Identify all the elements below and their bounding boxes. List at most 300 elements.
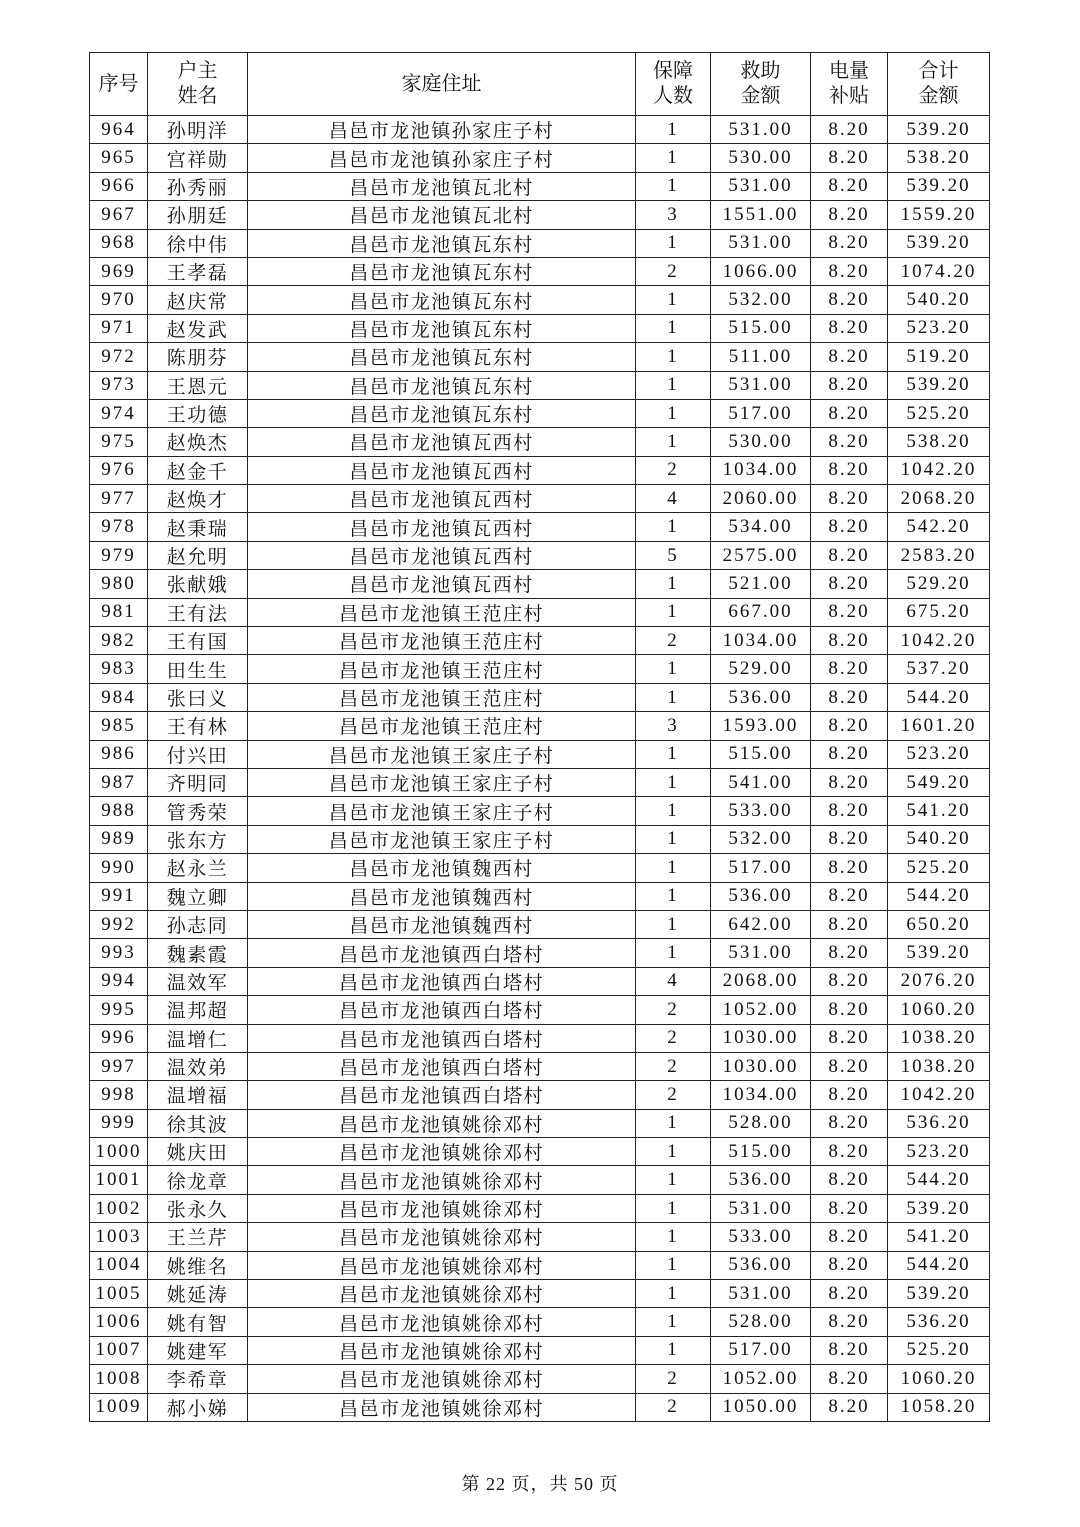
cell-persons: 1: [636, 910, 711, 938]
cell-seq: 964: [90, 116, 148, 144]
cell-persons: 1: [636, 428, 711, 456]
table-row: [90, 286, 990, 314]
table-row: [90, 598, 990, 626]
cell-name: 郝小娣: [148, 1393, 248, 1421]
cell-power: 8.20: [811, 1024, 888, 1052]
cell-aid: 531.00: [711, 371, 811, 399]
cell-power: 8.20: [811, 1336, 888, 1364]
cell-address: 昌邑市龙池镇姚徐邓村: [248, 1336, 636, 1364]
cell-address: 昌邑市龙池镇瓦西村: [248, 456, 636, 484]
cell-address: 昌邑市龙池镇姚徐邓村: [248, 1223, 636, 1251]
cell-total: 1074.20: [888, 257, 990, 285]
cell-address: 昌邑市龙池镇姚徐邓村: [248, 1194, 636, 1222]
table-row: [90, 712, 990, 740]
table-row: [90, 1365, 990, 1393]
table-row: [90, 1336, 990, 1364]
cell-power: 8.20: [811, 939, 888, 967]
table-row: [90, 1223, 990, 1251]
cell-aid: 2060.00: [711, 485, 811, 513]
cell-address: 昌邑市龙池镇瓦东村: [248, 399, 636, 427]
cell-power: 8.20: [811, 371, 888, 399]
cell-aid: 529.00: [711, 655, 811, 683]
cell-seq: 997: [90, 1052, 148, 1080]
cell-persons: 1: [636, 144, 711, 172]
cell-total: 529.20: [888, 570, 990, 598]
cell-total: 539.20: [888, 229, 990, 257]
table-row: [90, 825, 990, 853]
cell-persons: 1: [636, 854, 711, 882]
cell-total: 525.20: [888, 1336, 990, 1364]
cell-aid: 1551.00: [711, 201, 811, 229]
cell-address: 昌邑市龙池镇姚徐邓村: [248, 1393, 636, 1421]
cell-total: 1559.20: [888, 201, 990, 229]
cell-power: 8.20: [811, 201, 888, 229]
cell-name: 王兰芹: [148, 1223, 248, 1251]
cell-persons: 1: [636, 1194, 711, 1222]
cell-persons: 1: [636, 399, 711, 427]
cell-total: 2068.20: [888, 485, 990, 513]
table-row: [90, 854, 990, 882]
cell-name: 温增福: [148, 1081, 248, 1109]
cell-name: 付兴田: [148, 740, 248, 768]
cell-persons: 2: [636, 627, 711, 655]
header-power-line2: 补贴: [829, 85, 869, 107]
cell-power: 8.20: [811, 428, 888, 456]
cell-seq: 988: [90, 797, 148, 825]
cell-seq: 989: [90, 825, 148, 853]
cell-persons: 2: [636, 456, 711, 484]
table-row: [90, 570, 990, 598]
cell-aid: 511.00: [711, 343, 811, 371]
cell-power: 8.20: [811, 683, 888, 711]
cell-name: 赵焕杰: [148, 428, 248, 456]
cell-power: 8.20: [811, 967, 888, 995]
cell-persons: 1: [636, 1166, 711, 1194]
cell-power: 8.20: [811, 144, 888, 172]
cell-persons: 4: [636, 967, 711, 995]
cell-persons: 1: [636, 1223, 711, 1251]
relief-roster-table: [89, 52, 990, 1422]
cell-aid: 531.00: [711, 229, 811, 257]
cell-persons: 1: [636, 825, 711, 853]
cell-persons: 3: [636, 712, 711, 740]
cell-name: 温增仁: [148, 1024, 248, 1052]
cell-seq: 967: [90, 201, 148, 229]
cell-seq: 986: [90, 740, 148, 768]
cell-aid: 1052.00: [711, 996, 811, 1024]
cell-address: 昌邑市龙池镇姚徐邓村: [248, 1166, 636, 1194]
cell-persons: 1: [636, 797, 711, 825]
table-row: [90, 399, 990, 427]
cell-name: 齐明同: [148, 768, 248, 796]
cell-name: 陈朋芬: [148, 343, 248, 371]
cell-address: 昌邑市龙池镇魏西村: [248, 910, 636, 938]
header-name-line2: 姓名: [177, 85, 218, 107]
table-row: [90, 485, 990, 513]
cell-persons: 1: [636, 939, 711, 967]
table-row: [90, 229, 990, 257]
cell-total: 523.20: [888, 314, 990, 342]
cell-address: 昌邑市龙池镇王家庄子村: [248, 740, 636, 768]
cell-aid: 1030.00: [711, 1052, 811, 1080]
cell-total: 1060.20: [888, 996, 990, 1024]
cell-name: 赵发武: [148, 314, 248, 342]
cell-aid: 533.00: [711, 797, 811, 825]
table-row: [90, 456, 990, 484]
table-row: [90, 1308, 990, 1336]
cell-name: 姚有智: [148, 1308, 248, 1336]
cell-seq: 975: [90, 428, 148, 456]
table-row: [90, 428, 990, 456]
cell-aid: 2068.00: [711, 967, 811, 995]
cell-address: 昌邑市龙池镇瓦西村: [248, 485, 636, 513]
cell-name: 王恩元: [148, 371, 248, 399]
cell-aid: 530.00: [711, 144, 811, 172]
cell-address: 昌邑市龙池镇瓦西村: [248, 513, 636, 541]
cell-name: 赵允明: [148, 541, 248, 569]
cell-total: 1042.20: [888, 1081, 990, 1109]
cell-seq: 999: [90, 1109, 148, 1137]
cell-aid: 1030.00: [711, 1024, 811, 1052]
cell-persons: 1: [636, 1251, 711, 1279]
table-row: [90, 1024, 990, 1052]
cell-persons: 2: [636, 1081, 711, 1109]
cell-total: 1038.20: [888, 1024, 990, 1052]
cell-name: 赵永兰: [148, 854, 248, 882]
cell-address: 昌邑市龙池镇瓦西村: [248, 570, 636, 598]
cell-power: 8.20: [811, 768, 888, 796]
cell-total: 542.20: [888, 513, 990, 541]
cell-aid: 532.00: [711, 825, 811, 853]
cell-power: 8.20: [811, 456, 888, 484]
cell-total: 539.20: [888, 1194, 990, 1222]
cell-power: 8.20: [811, 740, 888, 768]
cell-name: 王功德: [148, 399, 248, 427]
cell-address: 昌邑市龙池镇王范庄村: [248, 683, 636, 711]
cell-power: 8.20: [811, 1393, 888, 1421]
cell-name: 徐其波: [148, 1109, 248, 1137]
table-row: [90, 627, 990, 655]
table-row: [90, 1194, 990, 1222]
cell-address: 昌邑市龙池镇瓦北村: [248, 201, 636, 229]
cell-power: 8.20: [811, 314, 888, 342]
cell-address: 昌邑市龙池镇瓦西村: [248, 541, 636, 569]
cell-address: 昌邑市龙池镇魏西村: [248, 854, 636, 882]
header-persons-line2: 人数: [653, 85, 693, 107]
table-row: [90, 797, 990, 825]
cell-aid: 521.00: [711, 570, 811, 598]
cell-address: 昌邑市龙池镇姚徐邓村: [248, 1365, 636, 1393]
cell-persons: 1: [636, 740, 711, 768]
cell-aid: 1034.00: [711, 1081, 811, 1109]
cell-total: 540.20: [888, 286, 990, 314]
cell-address: 昌邑市龙池镇王范庄村: [248, 655, 636, 683]
cell-total: 537.20: [888, 655, 990, 683]
cell-seq: 1007: [90, 1336, 148, 1364]
cell-persons: 2: [636, 996, 711, 1024]
cell-persons: 1: [636, 768, 711, 796]
cell-persons: 1: [636, 513, 711, 541]
cell-aid: 531.00: [711, 939, 811, 967]
cell-aid: 528.00: [711, 1308, 811, 1336]
cell-power: 8.20: [811, 1109, 888, 1137]
cell-total: 541.20: [888, 797, 990, 825]
cell-seq: 968: [90, 229, 148, 257]
cell-aid: 531.00: [711, 1280, 811, 1308]
cell-name: 温效弟: [148, 1052, 248, 1080]
cell-aid: 532.00: [711, 286, 811, 314]
cell-persons: 2: [636, 1365, 711, 1393]
cell-aid: 528.00: [711, 1109, 811, 1137]
cell-total: 519.20: [888, 343, 990, 371]
cell-name: 张东方: [148, 825, 248, 853]
cell-name: 孙志同: [148, 910, 248, 938]
cell-seq: 985: [90, 712, 148, 740]
cell-persons: 1: [636, 314, 711, 342]
header-total-line1: 合计: [918, 60, 959, 82]
cell-name: 王孝磊: [148, 257, 248, 285]
cell-name: 徐龙章: [148, 1166, 248, 1194]
cell-power: 8.20: [811, 229, 888, 257]
cell-name: 姚建军: [148, 1336, 248, 1364]
cell-address: 昌邑市龙池镇姚徐邓村: [248, 1308, 636, 1336]
cell-power: 8.20: [811, 655, 888, 683]
cell-seq: 974: [90, 399, 148, 427]
cell-power: 8.20: [811, 343, 888, 371]
cell-power: 8.20: [811, 1138, 888, 1166]
table-row: [90, 343, 990, 371]
cell-aid: 536.00: [711, 1251, 811, 1279]
cell-name: 李希章: [148, 1365, 248, 1393]
cell-aid: 530.00: [711, 428, 811, 456]
table-row: [90, 1393, 990, 1421]
cell-seq: 990: [90, 854, 148, 882]
table-row: [90, 172, 990, 200]
cell-persons: 1: [636, 570, 711, 598]
cell-aid: 531.00: [711, 172, 811, 200]
cell-address: 昌邑市龙池镇瓦东村: [248, 314, 636, 342]
cell-seq: 981: [90, 598, 148, 626]
table-row: [90, 683, 990, 711]
cell-seq: 1006: [90, 1308, 148, 1336]
cell-seq: 980: [90, 570, 148, 598]
cell-address: 昌邑市龙池镇孙家庄子村: [248, 144, 636, 172]
cell-seq: 996: [90, 1024, 148, 1052]
cell-seq: 1004: [90, 1251, 148, 1279]
cell-seq: 978: [90, 513, 148, 541]
cell-persons: 1: [636, 655, 711, 683]
cell-aid: 1593.00: [711, 712, 811, 740]
cell-aid: 642.00: [711, 910, 811, 938]
cell-power: 8.20: [811, 1308, 888, 1336]
cell-aid: 515.00: [711, 314, 811, 342]
cell-name: 田生生: [148, 655, 248, 683]
cell-total: 675.20: [888, 598, 990, 626]
cell-address: 昌邑市龙池镇瓦北村: [248, 172, 636, 200]
cell-power: 8.20: [811, 996, 888, 1024]
table-header-row: [90, 53, 990, 116]
cell-name: 赵秉瑞: [148, 513, 248, 541]
cell-power: 8.20: [811, 712, 888, 740]
cell-power: 8.20: [811, 1166, 888, 1194]
cell-total: 539.20: [888, 1280, 990, 1308]
cell-name: 孙朋廷: [148, 201, 248, 229]
cell-name: 姚延涛: [148, 1280, 248, 1308]
table-row: [90, 996, 990, 1024]
cell-total: 525.20: [888, 854, 990, 882]
table-row: [90, 144, 990, 172]
cell-total: 1060.20: [888, 1365, 990, 1393]
cell-seq: 987: [90, 768, 148, 796]
cell-power: 8.20: [811, 1251, 888, 1279]
cell-power: 8.20: [811, 1365, 888, 1393]
table-row: [90, 1166, 990, 1194]
cell-power: 8.20: [811, 257, 888, 285]
table-row: [90, 1052, 990, 1080]
cell-seq: 995: [90, 996, 148, 1024]
table-row: [90, 1280, 990, 1308]
cell-address: 昌邑市龙池镇瓦东村: [248, 286, 636, 314]
cell-power: 8.20: [811, 570, 888, 598]
cell-address: 昌邑市龙池镇姚徐邓村: [248, 1109, 636, 1137]
cell-seq: 1001: [90, 1166, 148, 1194]
cell-address: 昌邑市龙池镇瓦西村: [248, 428, 636, 456]
cell-name: 张永久: [148, 1194, 248, 1222]
cell-persons: 1: [636, 1308, 711, 1336]
cell-persons: 2: [636, 1393, 711, 1421]
header-power-line1: 电量: [829, 60, 869, 82]
cell-persons: 1: [636, 882, 711, 910]
cell-seq: 970: [90, 286, 148, 314]
header-persons: [636, 53, 711, 116]
cell-address: 昌邑市龙池镇王范庄村: [248, 627, 636, 655]
cell-address: 昌邑市龙池镇瓦东村: [248, 257, 636, 285]
cell-power: 8.20: [811, 882, 888, 910]
cell-aid: 1052.00: [711, 1365, 811, 1393]
cell-name: 管秀荣: [148, 797, 248, 825]
cell-power: 8.20: [811, 627, 888, 655]
table-row: [90, 1138, 990, 1166]
cell-total: 538.20: [888, 428, 990, 456]
cell-address: 昌邑市龙池镇王家庄子村: [248, 768, 636, 796]
cell-aid: 536.00: [711, 1166, 811, 1194]
header-aid-line1: 救助: [740, 60, 781, 82]
cell-total: 2583.20: [888, 541, 990, 569]
cell-address: 昌邑市龙池镇西白塔村: [248, 967, 636, 995]
cell-name: 姚维名: [148, 1251, 248, 1279]
cell-seq: 983: [90, 655, 148, 683]
cell-total: 523.20: [888, 740, 990, 768]
cell-name: 姚庆田: [148, 1138, 248, 1166]
cell-total: 650.20: [888, 910, 990, 938]
cell-aid: 517.00: [711, 854, 811, 882]
cell-power: 8.20: [811, 286, 888, 314]
cell-name: 王有国: [148, 627, 248, 655]
cell-persons: 1: [636, 1280, 711, 1308]
cell-total: 549.20: [888, 768, 990, 796]
cell-total: 1601.20: [888, 712, 990, 740]
cell-total: 539.20: [888, 172, 990, 200]
cell-seq: 993: [90, 939, 148, 967]
cell-aid: 536.00: [711, 882, 811, 910]
table-row: [90, 314, 990, 342]
table-row: [90, 939, 990, 967]
cell-seq: 992: [90, 910, 148, 938]
cell-aid: 536.00: [711, 683, 811, 711]
cell-power: 8.20: [811, 1223, 888, 1251]
cell-aid: 667.00: [711, 598, 811, 626]
cell-persons: 1: [636, 172, 711, 200]
cell-total: 1042.20: [888, 627, 990, 655]
table-row: [90, 541, 990, 569]
cell-aid: 541.00: [711, 768, 811, 796]
cell-total: 544.20: [888, 1251, 990, 1279]
header-name: [148, 53, 248, 116]
cell-seq: 1009: [90, 1393, 148, 1421]
cell-address: 昌邑市龙池镇西白塔村: [248, 996, 636, 1024]
cell-persons: 1: [636, 598, 711, 626]
cell-address: 昌邑市龙池镇西白塔村: [248, 1052, 636, 1080]
table-row: [90, 371, 990, 399]
cell-seq: 1000: [90, 1138, 148, 1166]
cell-total: 536.20: [888, 1109, 990, 1137]
cell-address: 昌邑市龙池镇姚徐邓村: [248, 1251, 636, 1279]
cell-aid: 1050.00: [711, 1393, 811, 1421]
header-seq: 序号: [90, 53, 148, 116]
cell-name: 孙秀丽: [148, 172, 248, 200]
header-persons-line1: 保障: [653, 60, 693, 82]
table-row: [90, 882, 990, 910]
cell-name: 张献娥: [148, 570, 248, 598]
cell-aid: 534.00: [711, 513, 811, 541]
cell-address: 昌邑市龙池镇王范庄村: [248, 712, 636, 740]
cell-persons: 4: [636, 485, 711, 513]
cell-address: 昌邑市龙池镇王家庄子村: [248, 797, 636, 825]
cell-aid: 517.00: [711, 399, 811, 427]
cell-aid: 515.00: [711, 740, 811, 768]
cell-persons: 1: [636, 1336, 711, 1364]
cell-name: 王有法: [148, 598, 248, 626]
cell-address: 昌邑市龙池镇魏西村: [248, 882, 636, 910]
header-name-line1: 户主: [177, 60, 218, 82]
cell-seq: 971: [90, 314, 148, 342]
cell-persons: 1: [636, 343, 711, 371]
cell-power: 8.20: [811, 513, 888, 541]
cell-name: 孙明洋: [148, 116, 248, 144]
cell-address: 昌邑市龙池镇瓦东村: [248, 343, 636, 371]
cell-name: 温邦超: [148, 996, 248, 1024]
cell-total: 1058.20: [888, 1393, 990, 1421]
cell-persons: 1: [636, 116, 711, 144]
cell-name: 赵焕才: [148, 485, 248, 513]
cell-persons: 5: [636, 541, 711, 569]
cell-seq: 979: [90, 541, 148, 569]
cell-power: 8.20: [811, 116, 888, 144]
cell-persons: 3: [636, 201, 711, 229]
cell-persons: 2: [636, 257, 711, 285]
cell-seq: 984: [90, 683, 148, 711]
cell-aid: 1034.00: [711, 627, 811, 655]
cell-total: 523.20: [888, 1138, 990, 1166]
cell-total: 541.20: [888, 1223, 990, 1251]
cell-aid: 1034.00: [711, 456, 811, 484]
cell-seq: 991: [90, 882, 148, 910]
cell-address: 昌邑市龙池镇西白塔村: [248, 939, 636, 967]
table-row: [90, 967, 990, 995]
table-row: [90, 1251, 990, 1279]
cell-persons: 2: [636, 1024, 711, 1052]
cell-seq: 969: [90, 257, 148, 285]
